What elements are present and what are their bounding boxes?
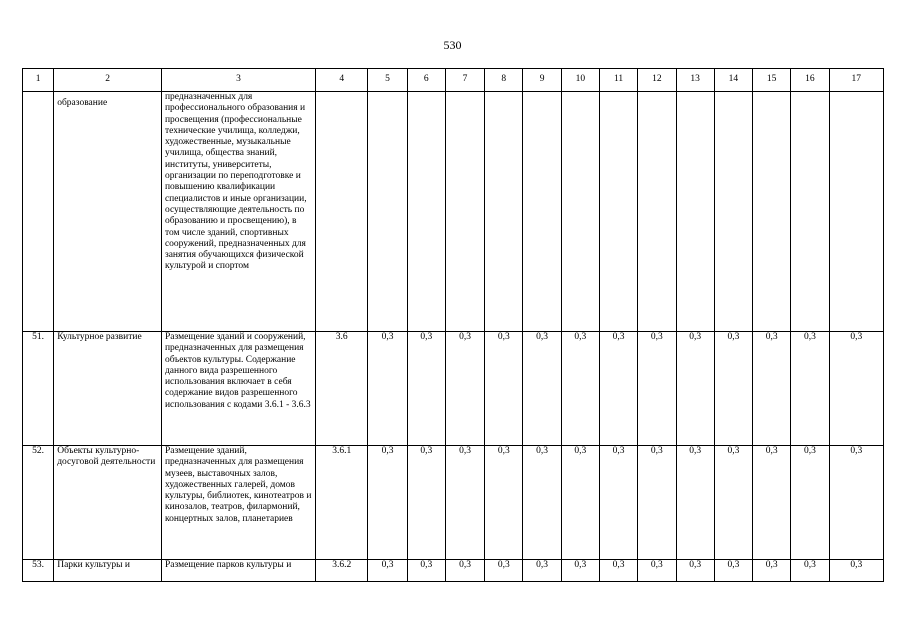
column-header: 9	[523, 69, 561, 92]
row-value	[485, 92, 523, 332]
table-row	[23, 92, 884, 332]
row-value	[638, 92, 676, 332]
row-value: 0,3	[753, 560, 791, 582]
row-number: 51.	[23, 332, 54, 446]
column-header: 10	[561, 69, 599, 92]
row-code: 3.6	[316, 332, 368, 446]
column-header: 17	[829, 69, 883, 92]
row-value	[599, 92, 637, 332]
row-description: предназначенных для профессионального образования и просвещения (профессиональные технические училища, колледжи, художественные, музыкальные училища, общества знаний, институты, университеты, организации по переподготовке и повышению квалификации специалистов и иные организации, осуществляющие деятельность по образованию и просвещению), в том числе зданий, спортивных сооружений, предназначенных для занятия обучающихся физической культурой и спортом	[161, 92, 315, 332]
land-use-table	[22, 68, 884, 582]
row-name: Объекты культурно-досуговой деятельности	[54, 446, 162, 560]
column-header: 8	[485, 69, 523, 92]
row-value: 0,3	[407, 560, 445, 582]
row-value: 0,3	[829, 560, 883, 582]
row-value: 0,3	[599, 560, 637, 582]
row-name: образование	[54, 92, 162, 332]
row-value: 0,3	[791, 560, 829, 582]
row-value: 0,3	[599, 446, 637, 560]
row-value: 0,3	[638, 560, 676, 582]
row-value	[829, 92, 883, 332]
row-value	[523, 92, 561, 332]
row-number	[23, 92, 54, 332]
row-value: 0,3	[561, 560, 599, 582]
row-value: 0,3	[368, 332, 407, 446]
row-value: 0,3	[523, 332, 561, 446]
row-code	[316, 92, 368, 332]
row-code: 3.6.2	[316, 560, 368, 582]
row-value: 0,3	[561, 332, 599, 446]
page-number: 530	[443, 38, 462, 52]
row-value	[791, 92, 829, 332]
row-value: 0,3	[638, 332, 676, 446]
row-value: 0,3	[676, 560, 714, 582]
column-header: 13	[676, 69, 714, 92]
row-value	[676, 92, 714, 332]
row-value: 0,3	[485, 332, 523, 446]
column-header: 6	[407, 69, 445, 92]
row-description: Размещение зданий, предназначенных для размещения музеев, выставочных залов, художественных галерей, домов культуры, библиотек, кинотеатров и кинозалов, театров, филармоний, концертных залов, планетариев	[161, 446, 315, 560]
row-value: 0,3	[445, 332, 484, 446]
table-header-row	[23, 69, 884, 92]
row-value: 0,3	[753, 332, 791, 446]
row-value: 0,3	[714, 560, 752, 582]
row-value: 0,3	[485, 446, 523, 560]
row-description: Размещение зданий и сооружений, предназначенных для размещения объектов культуры. Содержание данного вида разрешенного использования включает в себя содержание видов разрешенного использования с кодами 3.6.1 - 3.6.3	[161, 332, 315, 446]
row-value: 0,3	[368, 560, 407, 582]
row-name: Парки культуры и	[54, 560, 162, 582]
row-value: 0,3	[829, 446, 883, 560]
table-row	[23, 332, 884, 446]
column-header: 3	[161, 69, 315, 92]
column-header: 4	[316, 69, 368, 92]
row-value	[753, 92, 791, 332]
column-header: 5	[368, 69, 407, 92]
row-value: 0,3	[445, 446, 484, 560]
row-value	[407, 92, 445, 332]
row-value: 0,3	[407, 332, 445, 446]
row-value: 0,3	[599, 332, 637, 446]
row-number: 53.	[23, 560, 54, 582]
column-header: 1	[23, 69, 54, 92]
column-header: 14	[714, 69, 752, 92]
row-value: 0,3	[676, 446, 714, 560]
row-value: 0,3	[791, 446, 829, 560]
table-row	[23, 560, 884, 582]
row-value	[445, 92, 484, 332]
row-value: 0,3	[753, 446, 791, 560]
row-name: Культурное развитие	[54, 332, 162, 446]
row-value	[368, 92, 407, 332]
table-row	[23, 446, 884, 560]
row-value: 0,3	[407, 446, 445, 560]
row-value: 0,3	[829, 332, 883, 446]
row-value	[714, 92, 752, 332]
row-value: 0,3	[714, 446, 752, 560]
row-value: 0,3	[676, 332, 714, 446]
row-value: 0,3	[523, 446, 561, 560]
row-description: Размещение парков культуры и	[161, 560, 315, 582]
row-value: 0,3	[638, 446, 676, 560]
row-value: 0,3	[714, 332, 752, 446]
column-header: 11	[599, 69, 637, 92]
row-value	[561, 92, 599, 332]
row-number: 52.	[23, 446, 54, 560]
row-value: 0,3	[368, 446, 407, 560]
row-code: 3.6.1	[316, 446, 368, 560]
row-value: 0,3	[791, 332, 829, 446]
column-header: 15	[753, 69, 791, 92]
column-header: 12	[638, 69, 676, 92]
row-value: 0,3	[561, 446, 599, 560]
column-header: 16	[791, 69, 829, 92]
row-value: 0,3	[523, 560, 561, 582]
column-header: 2	[54, 69, 162, 92]
row-value: 0,3	[445, 560, 484, 582]
row-value: 0,3	[485, 560, 523, 582]
column-header: 7	[445, 69, 484, 92]
